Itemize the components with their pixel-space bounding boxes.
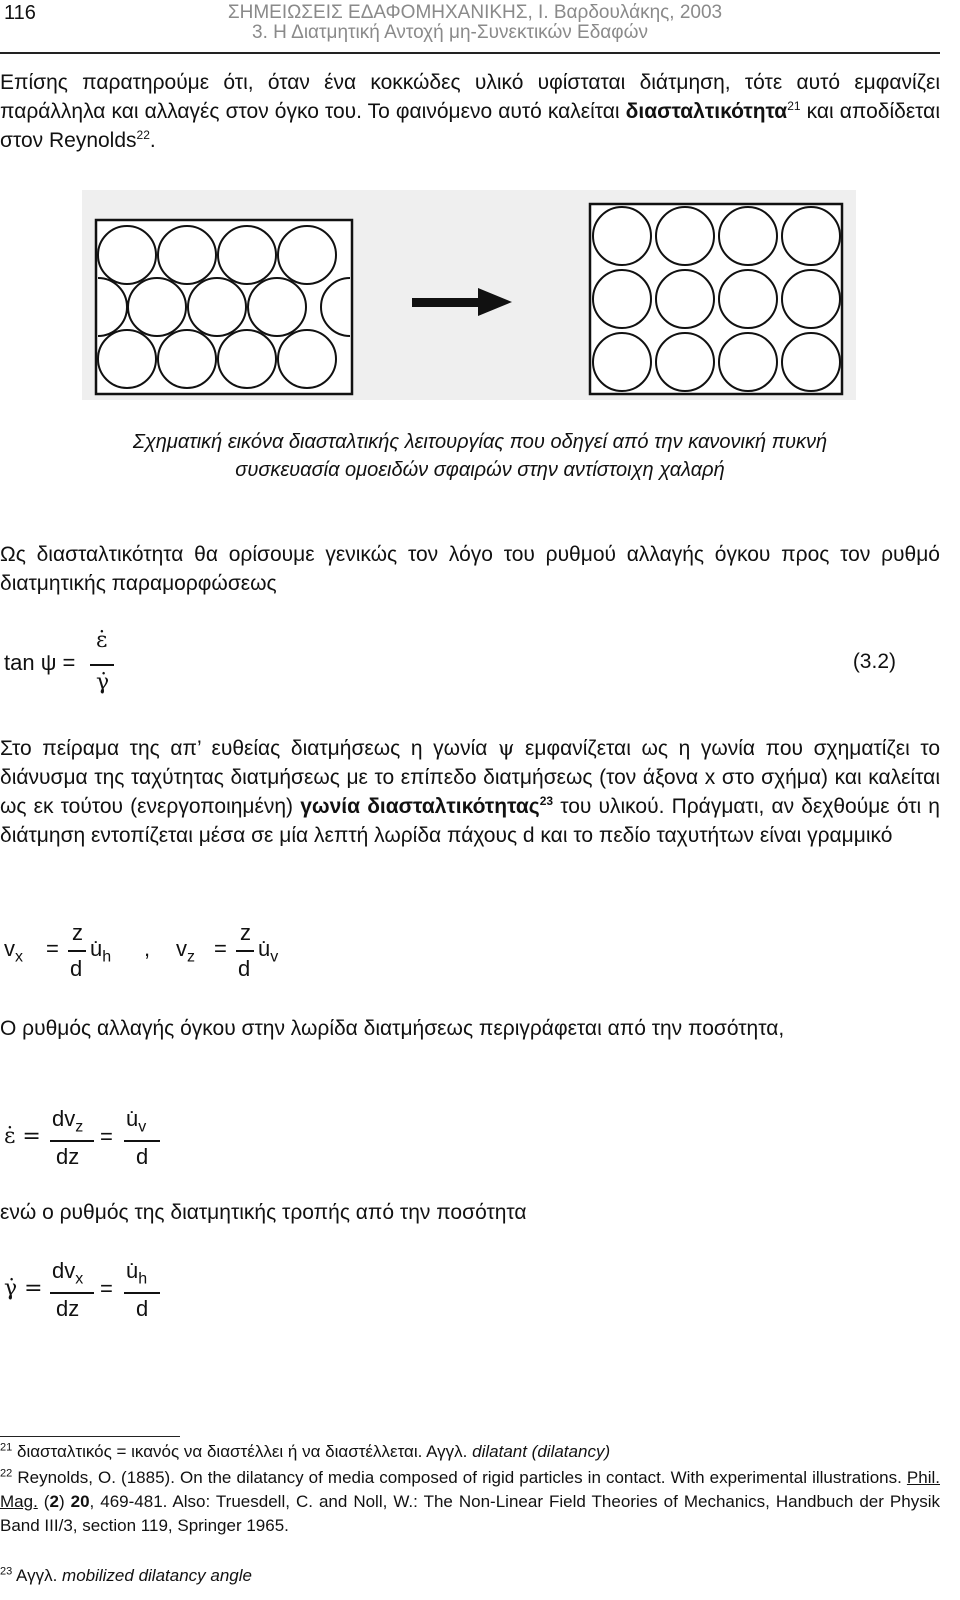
footnote-23 [0, 1564, 940, 1588]
eq3-den1: dz [56, 1144, 80, 1169]
eq3-fraction-bar-2 [124, 1140, 160, 1142]
eq2-z1: z [72, 920, 83, 945]
footnote-22-issue: 20 [70, 1492, 90, 1511]
exp-text-b: εμφανίζεται ως η γωνία που σχηματίζει το διάνυσμα της ταχύτητας διατμήσεως με το επίπεδο διατμήσεως (τον άξονα x στο σχήμα) και καλείται ως εκ τούτου (ενεργοποιημένη) [0, 737, 941, 818]
eq4-num2: $u̇_h$ [126, 1258, 148, 1288]
footnote-21 [0, 1440, 940, 1464]
caption-line-2: συσκευασία ομοειδών σφαιρών στην αντίστοιχη χαλαρή [235, 459, 725, 481]
caption-line-1: Σχηματική εικόνα διασταλτικής λειτουργίας που οδηγεί από την κανονική πυκνή [132, 431, 828, 453]
shear-rate-equation [4, 1258, 304, 1328]
intro-text-b: και αποδίδεται στον Reynolds [0, 100, 940, 152]
figure-caption [40, 428, 920, 484]
eq1-numerator: ε̇ [96, 628, 108, 653]
eq4-den1: dz [56, 1296, 80, 1321]
eq2-uh: $u̇_h$ [90, 936, 112, 966]
footnote-23-number: 23 [0, 1565, 13, 1578]
footnote-22-text-a: Reynolds, O. (1885). On the dilatancy of media composed of rigid particles in contact. With experimental illustrations. [17, 1468, 907, 1487]
eq2-d2: d [238, 956, 251, 981]
footnote-ref-22: 22 [136, 128, 150, 142]
intro-text-c: . [149, 129, 156, 152]
footnote-22-journal: Phil. Mag. [0, 1468, 940, 1511]
footnote-22 [0, 1466, 940, 1538]
footnote-22-number: 22 [0, 1467, 13, 1480]
eq4-num1: $dv_x$ [52, 1258, 84, 1288]
intro-paragraph [0, 68, 940, 155]
footnote-21-italic: dilatant (dilatancy) [472, 1442, 611, 1461]
footnote-21-text: διασταλτικός = ικανός να διαστέλλει ή να διαστέλλεται. Αγγλ. [16, 1442, 473, 1461]
transition-arrow [412, 288, 512, 316]
eq2-fraction-bar-2 [236, 950, 254, 952]
dilatancy-term: διασταλτικότητα [625, 100, 788, 123]
velocity-equations [4, 918, 344, 988]
definition-paragraph: Ως διασταλτικότητα θα ορίσουμε γενικώς τον λόγο του ρυθμού αλλαγής όγκου προς τον ρυθμό διατμητικής παραμορφώσεως [0, 543, 940, 595]
eq2-comma: , [144, 936, 151, 961]
shear-rate-paragraph: ενώ ο ρυθμός της διατμητικής τροπής από την ποσότητα [0, 1201, 527, 1224]
experiment-paragraph [0, 734, 940, 850]
page-number: 116 [4, 2, 36, 24]
eq3-fraction-bar-1 [50, 1140, 94, 1142]
dilatancy-figure [82, 190, 856, 400]
eq2-uv: $u̇_v$ [258, 936, 279, 966]
exp-text-a: Στο πείραμα της απ’ ευθείας διατμήσεως η γωνία [0, 737, 498, 760]
header-rule [0, 52, 940, 54]
eq3-lhs: ε̇ = [4, 1124, 41, 1149]
volume-rate-equation [4, 1106, 304, 1176]
dense-packing-box [96, 220, 352, 394]
eq2-fraction-bar-1 [68, 950, 86, 952]
equation-3-2 [4, 628, 204, 706]
running-header-chapter: 3. Η Διατμητική Αντοχή μη-Συνεκτικών Εδαφών [252, 22, 648, 43]
eq3-num2: $u̇_v$ [126, 1106, 147, 1136]
eq4-fraction-bar-1 [50, 1292, 94, 1294]
footnote-22-text-c: ) [58, 1492, 71, 1511]
exp-text-c: του υλικού. Πράγματι, αν δεχθούμε ότι η διάτμηση εντοπίζεται μέσα σε μία λεπτή λωρίδα πάχους d και το πεδίο ταχυτήτων είναι γραμμικό [0, 795, 940, 847]
eq3-den2: d [136, 1144, 149, 1169]
eq2-equals-1: = [46, 936, 59, 961]
equation-number: (3.2) [852, 650, 896, 673]
eq3-num1: $dv_z$ [52, 1106, 84, 1136]
eq2-vx: $v_x$ [4, 936, 23, 966]
footnote-22-volume: 2 [49, 1492, 59, 1511]
eq2-z2: z [240, 920, 251, 945]
footnote-23-italic: mobilized dilatancy angle [62, 1566, 252, 1585]
eq4-fraction-bar-2 [124, 1292, 160, 1294]
intro-text-a: Επίσης παρατηρούμε ότι, όταν ένα κοκκώδες υλικό υφίσταται διάτμηση, τότε αυτό εμφανίζει παράλληλα και αλλαγές στον όγκο του. Το φαινόμενο αυτό καλείται [0, 71, 940, 123]
eq2-equals-2: = [214, 936, 227, 961]
footnote-21-number: 21 [0, 1441, 13, 1454]
eq4-equals: = [100, 1276, 113, 1301]
volume-rate-paragraph: Ο ρυθμός αλλαγής όγκου στην λωρίδα διατμήσεως περιγράφεται από την ποσότητα, [0, 1017, 785, 1040]
eq2-d1: d [70, 956, 83, 981]
eq1-fraction-bar [90, 664, 114, 666]
eq4-lhs: γ̇ = [4, 1276, 43, 1301]
footnote-ref-21: 21 [787, 99, 801, 113]
eq2-vz: $v_z$ [176, 936, 195, 966]
footnote-ref-23: 23 [539, 794, 554, 808]
eq1-denominator: γ̇ [96, 670, 110, 695]
footnote-23-text: Αγγλ. [16, 1566, 63, 1585]
psi-symbol: ψ [497, 736, 515, 760]
eq1-lhs: tan ψ = [4, 650, 76, 675]
dilatancy-angle-term: γωνία διασταλτικότητας [300, 795, 540, 818]
footnote-22-text-b: ( [37, 1492, 50, 1511]
loose-packing-box [590, 204, 842, 394]
footnote-rule [0, 1436, 180, 1437]
eq3-equals: = [100, 1124, 113, 1149]
dilatancy-diagram [82, 190, 856, 400]
eq4-den2: d [136, 1296, 149, 1321]
running-header-title: ΣΗΜΕΙΩΣΕΙΣ ΕΔΑΦΟΜΗΧΑΝΙΚΗΣ, Ι. Βαρδουλάκης, 2003 [227, 2, 723, 23]
footnote-22-text-d: , 469-481. Also: Truesdell, C. and Noll, W.: The Non-Linear Field Theories of Mechanics, Handbuch der Physik Band III/3, section 119, Springer 1965. [0, 1492, 940, 1535]
